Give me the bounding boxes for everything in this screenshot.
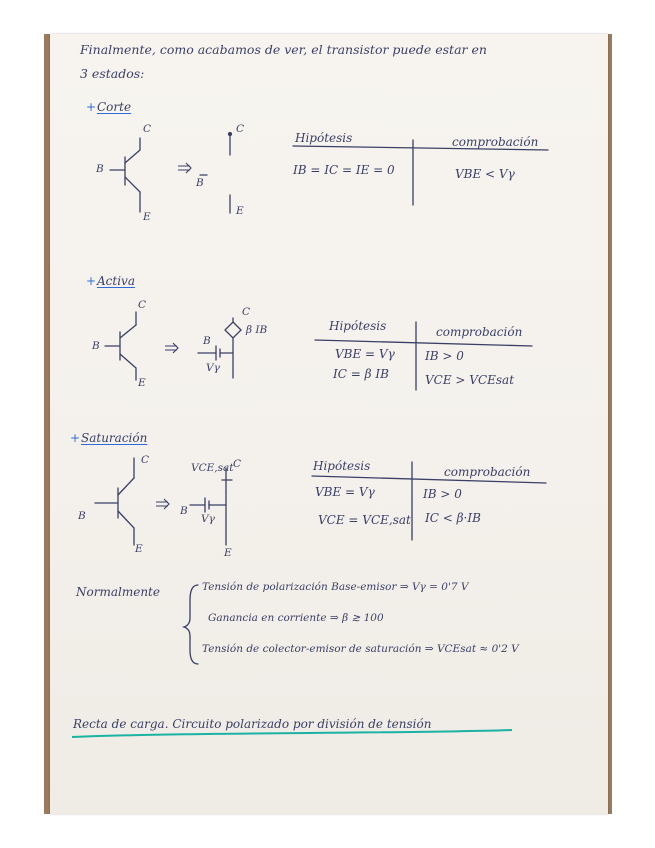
normalmente-item-1: Ganancia en corriente ⇒ β ≳ 100 — [208, 612, 384, 624]
footer-heading: Recta de carga. Circuito polarizado por división de tensión — [73, 717, 432, 731]
activa-model-vg: Vγ — [206, 362, 220, 374]
saturacion-model-c: C — [233, 458, 242, 470]
saturacion-model-b: B — [180, 505, 188, 517]
saturacion-transistor-symbol — [95, 458, 134, 545]
saturacion-terminal-b: B — [78, 510, 86, 522]
activa-bullet: + — [86, 274, 97, 288]
saturacion-model-vce: VCE,sat — [191, 462, 234, 474]
corte-model-e: E — [236, 205, 244, 217]
intro-line-2: 3 estados: — [80, 66, 145, 81]
corte-model-c: C — [236, 123, 245, 135]
activa-hyp-0: VBE = Vγ — [335, 347, 395, 361]
normalmente-brace — [184, 585, 198, 664]
saturacion-model-vg: Vγ — [201, 513, 215, 525]
corte-hyp-head: Hipótesis — [295, 131, 353, 145]
normalmente-item-2: Tensión de colector-emisor de saturación ⇒ VCEsat ≈ 0'2 V — [202, 643, 519, 655]
corte-bullet: + — [86, 100, 97, 114]
corte-terminal-b: B — [96, 163, 104, 175]
corte-hyp-0: IB = IC = IE = 0 — [293, 163, 395, 177]
activa-check-head: comprobación — [436, 325, 523, 339]
saturacion-terminal-c: C — [141, 454, 150, 466]
saturacion-check-0: IB > 0 — [423, 487, 462, 501]
activa-terminal-c: C — [138, 299, 147, 311]
saturacion-hyp-1: VCE = VCE,sat — [318, 513, 411, 527]
activa-model-c: C — [242, 306, 251, 318]
activa-model-b: B — [203, 335, 211, 347]
corte-model-b: B — [196, 177, 204, 189]
activa-check-1: VCE > VCEsat — [425, 373, 515, 387]
saturacion-bullet: + — [70, 431, 81, 445]
arrow-glyphs — [156, 163, 191, 509]
corte-open-circuit-model — [200, 133, 232, 214]
normalmente-item-0: Tensión de polarización Base-emisor ⇒ Vγ = 0'7 V — [202, 581, 469, 593]
saturacion-model-e: E — [224, 547, 232, 559]
activa-transistor-symbol — [105, 312, 136, 380]
corte-check-0: VBE < Vγ — [455, 167, 515, 181]
corte-check-head: comprobación — [452, 135, 539, 149]
saturacion-terminal-e: E — [135, 543, 143, 555]
saturacion-hyp-0: VBE = Vγ — [315, 485, 375, 499]
activa-hyp-1: IC = β IB — [333, 367, 389, 381]
corte-terminal-e: E — [143, 211, 151, 223]
saturacion-hyp-head: Hipótesis — [313, 459, 371, 473]
intro-line-1: Finalmente, como acabamos de ver, el transistor puede estar en — [80, 42, 487, 57]
normalmente-label: Normalmente — [76, 585, 160, 599]
footer-underline — [72, 730, 512, 737]
saturacion-check-head: comprobación — [444, 465, 531, 479]
saturacion-model-circuit — [190, 468, 232, 545]
activa-terminal-b: B — [92, 340, 100, 352]
corte-transistor-symbol — [110, 138, 140, 212]
saturacion-title: Saturación — [81, 431, 148, 445]
corte-terminal-c: C — [143, 123, 152, 135]
corte-title: Corte — [97, 100, 132, 114]
activa-terminal-e: E — [138, 377, 146, 389]
saturacion-check-1: IC < β·IB — [425, 511, 481, 525]
activa-model-source: β IB — [246, 324, 268, 336]
activa-hyp-head: Hipótesis — [329, 319, 387, 333]
activa-title: Activa — [97, 274, 135, 288]
activa-check-0: IB > 0 — [425, 349, 464, 363]
